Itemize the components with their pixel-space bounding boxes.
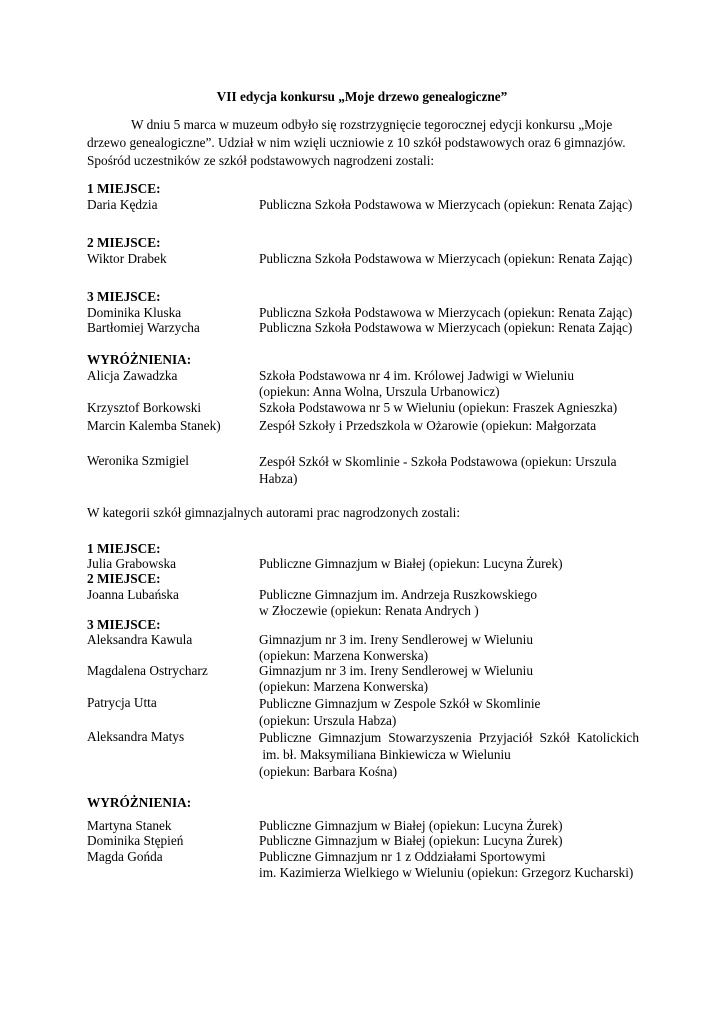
gym-distinction-school-2: Publiczne Gimnazjum w Białej (opiekun: Lucyna Żurek) (259, 833, 563, 848)
gym-place1-name: Julia Grabowska (87, 556, 176, 571)
gym-distinction-school-3 (259, 849, 641, 881)
primary-distinction-name-4: Weronika Szmigiel (87, 453, 189, 468)
gym-place3-school-4 (259, 729, 641, 780)
gym-distinction-school-1: Publiczne Gimnazjum w Białej (opiekun: Lucyna Żurek) (259, 818, 563, 833)
primary-place3-name-2: Bartłomiej Warzycha (87, 320, 200, 335)
school-line: Gimnazjum nr 3 im. Ireny Sendlerowej w Wieluniu (259, 632, 533, 647)
gym-place3-school-1 (259, 632, 641, 664)
primary-distinction-school-1 (259, 368, 641, 400)
school-line: Gimnazjum nr 3 im. Ireny Sendlerowej w Wieluniu (259, 663, 533, 678)
primary-distinctions-heading: WYRÓŻNIENIA: (87, 352, 192, 367)
primary-place2-name: Wiktor Drabek (87, 251, 167, 266)
primary-distinction-name-3: Marcin Kalemba Stanek) (87, 418, 221, 433)
intro-text: W dniu 5 marca w muzeum odbyło się rozstrzygnięcie tegorocznej edycji konkursu „Moje drzewo genealogiczne”. Udział w nim wzięli uczniowie z 10 szkół podstawowych oraz 6 gimnazjów. Spośród uczestników ze szkół podstawowych nagrodzeni zostali: (87, 117, 626, 168)
school-line: im. bł. Maksymiliana Binkiewicza w Wieluniu (259, 747, 511, 762)
school-line: Publiczne Gimnazjum w Zespole Szkół w Skomlinie (259, 696, 541, 711)
gym-place2-school (259, 587, 641, 619)
gym-place3-name-4: Aleksandra Matys (87, 729, 185, 744)
school-line: Publiczne Gimnazjum im. Andrzeja Ruszkowskiego (259, 587, 538, 602)
gym-place3-school-3 (259, 695, 641, 729)
gym-distinction-name-2: Dominika Stępień (87, 833, 184, 848)
gym-place2-name: Joanna Lubańska (87, 587, 179, 602)
primary-place1-name: Daria Kędzia (87, 197, 158, 212)
gym-place3-name-1: Aleksandra Kawula (87, 632, 193, 647)
school-line: Publiczne Gimnazjum Stowarzyszenia Przyjaciół Szkół Katolickich (259, 730, 639, 745)
primary-distinction-school-4: Zespół Szkół w Skomlinie - Szkoła Podstawowa (opiekun: Urszula Habza) (259, 454, 617, 486)
document-title: VII edycja konkursu „Moje drzewo genealogiczne” (216, 89, 508, 104)
primary-place3-school-1: Publiczna Szkoła Podstawowa w Mierzycach (opiekun: Renata Zając) (259, 305, 633, 320)
gym-place2-heading: 2 MIEJSCE: (87, 571, 161, 586)
gym-place1-school: Publiczne Gimnazjum w Białej (opiekun: Lucyna Żurek) (259, 556, 563, 571)
primary-place1-school: Publiczna Szkoła Podstawowa w Mierzycach (opiekun: Renata Zając) (259, 197, 633, 212)
school-line: Publiczne Gimnazjum nr 1 z Oddziałami Sportowymi (259, 849, 546, 864)
gym-place3-school-2 (259, 663, 641, 695)
gym-place3-heading: 3 MIEJSCE: (87, 617, 161, 632)
gym-distinction-name-1: Martyna Stanek (87, 818, 172, 833)
school-line: (opiekun: Urszula Habza) (259, 713, 397, 728)
school-line: w Złoczewie (opiekun: Renata Andrych ) (259, 603, 479, 618)
primary-place3-school-2: Publiczna Szkoła Podstawowa w Mierzycach (opiekun: Renata Zając) (259, 320, 633, 335)
primary-distinction-school-3: Zespół Szkoły i Przedszkola w Ożarowie (opiekun: Małgorzata (259, 418, 597, 433)
primary-distinction-name-1: Alicja Zawadzka (87, 368, 178, 383)
primary-distinction-name-2: Krzysztof Borkowski (87, 400, 202, 415)
primary-place2-school: Publiczna Szkoła Podstawowa w Mierzycach (opiekun: Renata Zając) (259, 251, 633, 266)
school-line: (opiekun: Marzena Konwerska) (259, 648, 429, 663)
gym-place3-name-2: Magdalena Ostrycharz (87, 663, 208, 678)
school-line: (opiekun: Marzena Konwerska) (259, 679, 429, 694)
primary-place3-name-1: Dominika Kluska (87, 305, 182, 320)
school-line: (opiekun: Anna Wolna, Urszula Urbanowicz) (259, 384, 500, 399)
gym-place3-name-3: Patrycja Utta (87, 695, 157, 710)
primary-distinction-school-2: Szkoła Podstawowa nr 5 w Wieluniu (opiekun: Fraszek Agnieszka) (259, 400, 618, 415)
primary-place1-heading: 1 MIEJSCE: (87, 181, 161, 196)
gymnasium-intro: W kategorii szkół gimnazjalnych autorami prac nagrodzonych zostali: (87, 505, 461, 520)
gym-place1-heading: 1 MIEJSCE: (87, 541, 161, 556)
school-line: im. Kazimierza Wielkiego w Wieluniu (opiekun: Grzegorz Kucharski) (259, 865, 634, 880)
primary-place2-heading: 2 MIEJSCE: (87, 235, 161, 250)
school-line: Szkoła Podstawowa nr 4 im. Królowej Jadwigi w Wieluniu (259, 368, 574, 383)
gym-distinctions-heading: WYRÓŻNIENIA: (87, 795, 192, 810)
intro-paragraph (87, 116, 640, 170)
primary-place3-heading: 3 MIEJSCE: (87, 289, 161, 304)
gym-distinction-name-3: Magda Gońda (87, 849, 163, 864)
school-line: (opiekun: Barbara Kośna) (259, 764, 398, 779)
